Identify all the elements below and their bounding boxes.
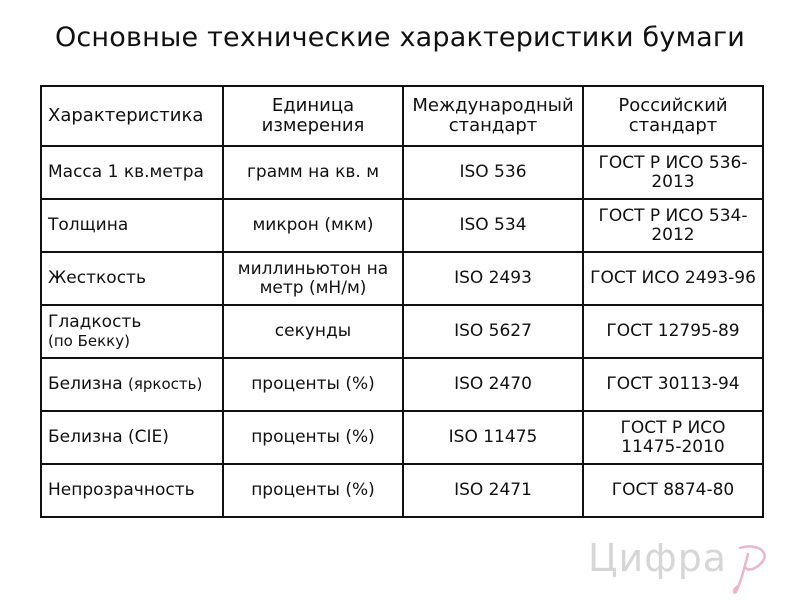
- header-unit: Единица измерения: [223, 86, 403, 146]
- cell-russian-standard: ГОСТ Р ИСО 536-2013: [583, 146, 763, 199]
- table-row: [41, 464, 763, 517]
- cell-russian-standard: ГОСТ Р ИСО 11475-2010: [583, 411, 763, 464]
- cell-characteristic: [41, 252, 223, 305]
- cell-russian-standard: ГОСТ Р ИСО 534-2012: [583, 199, 763, 252]
- specs-table: [40, 85, 764, 518]
- cell-characteristic: [41, 199, 223, 252]
- cell-international-standard: ISO 536: [403, 146, 583, 199]
- cell-international-standard: ISO 534: [403, 199, 583, 252]
- cell-russian-standard: ГОСТ 30113-94: [583, 358, 763, 411]
- header-international-standard: Международный стандарт: [403, 86, 583, 146]
- cell-unit: проценты (%): [223, 464, 403, 517]
- table-row: [41, 358, 763, 411]
- table-header-row: [41, 86, 763, 146]
- table-row: [41, 199, 763, 252]
- cell-international-standard: ISO 11475: [403, 411, 583, 464]
- cell-international-standard: ISO 2471: [403, 464, 583, 517]
- cell-unit: миллиньютон на метр (мН/м): [223, 252, 403, 305]
- cell-international-standard: ISO 2470: [403, 358, 583, 411]
- characteristic-label: Масса 1 кв.метра: [48, 162, 204, 183]
- cell-characteristic: [41, 464, 223, 517]
- cell-unit: грамм на кв. м: [223, 146, 403, 199]
- characteristic-label: Белизна (CIE): [48, 427, 169, 448]
- table-row: [41, 305, 763, 358]
- table-row: [41, 411, 763, 464]
- characteristic-note: (по Бекку): [48, 331, 130, 350]
- logo-mark-icon: [728, 540, 778, 596]
- cell-characteristic: [41, 358, 223, 411]
- cell-unit: микрон (мкм): [223, 199, 403, 252]
- cell-russian-standard: ГОСТ ИСО 2493-96: [583, 252, 763, 305]
- cell-characteristic: [41, 146, 223, 199]
- header-russian-standard: Российский стандарт: [583, 86, 763, 146]
- characteristic-label: Белизна: [48, 374, 123, 395]
- cell-russian-standard: ГОСТ 12795-89: [583, 305, 763, 358]
- characteristic-label: Непрозрачность: [48, 480, 195, 501]
- cell-international-standard: ISO 2493: [403, 252, 583, 305]
- cell-unit: проценты (%): [223, 358, 403, 411]
- characteristic-note: (яркость): [128, 375, 203, 394]
- characteristic-label: Толщина: [48, 215, 129, 236]
- table-body: [41, 146, 763, 517]
- cell-characteristic: [41, 305, 223, 358]
- logo-text: Цифра: [588, 536, 728, 580]
- characteristic-label: Гладкость: [48, 311, 142, 332]
- characteristic-label: Жесткость: [48, 268, 146, 289]
- cell-unit: проценты (%): [223, 411, 403, 464]
- page-title: Основные технические характеристики бумаги: [54, 22, 746, 53]
- table-row: [41, 252, 763, 305]
- cell-russian-standard: ГОСТ 8874-80: [583, 464, 763, 517]
- table-row: [41, 146, 763, 199]
- header-characteristic: Характеристика: [41, 86, 223, 146]
- cell-characteristic: [41, 411, 223, 464]
- cell-unit: секунды: [223, 305, 403, 358]
- cell-international-standard: ISO 5627: [403, 305, 583, 358]
